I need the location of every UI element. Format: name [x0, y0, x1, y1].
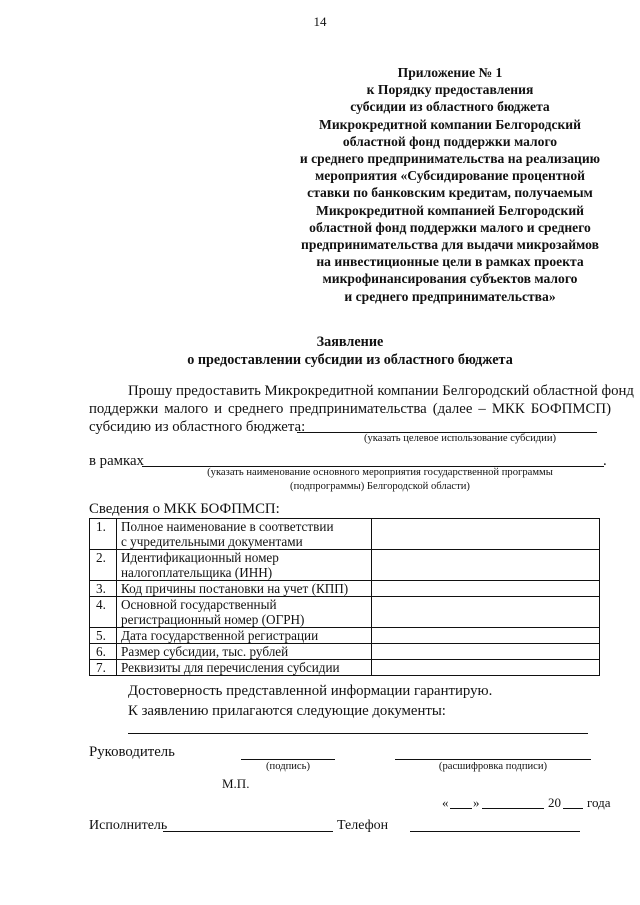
date-month-line[interactable]	[482, 808, 544, 809]
signature-line[interactable]	[241, 759, 335, 760]
appendix-line: к Порядку предоставления	[366, 82, 534, 98]
year-prefix: 20	[548, 795, 561, 810]
appendix-line: Микрокредитной компании Белгородский	[319, 116, 581, 132]
row-label: Код причины постановки на учет (КПП)	[117, 581, 372, 597]
guarantee-text: Достоверность представленной информации гарантирую.	[128, 683, 493, 699]
phone-fill-line[interactable]	[410, 831, 580, 832]
table-row	[90, 597, 600, 628]
attachments-text: К заявлению прилагаются следующие документы:	[128, 703, 446, 719]
appendix-line: мероприятия «Субсидирование процентной	[314, 168, 586, 184]
within-label: в рамках	[89, 453, 144, 469]
row-value-cell[interactable]	[372, 660, 600, 676]
request-line-1: Прошу предоставить Микрокредитной компании Белгородский областной фонд	[128, 383, 634, 399]
appendix-line: областной фонд поддержки малого	[342, 133, 558, 149]
appendix-line: субсидии из областного бюджета	[350, 99, 550, 115]
program-hint-2: (подпрограммы) Белгородской области)	[290, 481, 470, 492]
row-label: Реквизиты для перечисления субсидии	[117, 660, 372, 676]
signature-hint: (подпись)	[266, 761, 310, 772]
row-label: Основной государственный регистрационный номер (ОГРН)	[117, 597, 372, 628]
info-heading: Сведения о МКК БОФПМСП:	[89, 501, 280, 517]
appendix-line: микрофинансирования субъектов малого	[322, 271, 578, 287]
row-label: Размер субсидии, тыс. рублей	[117, 644, 372, 660]
year-suffix: года	[587, 795, 611, 810]
program-hint-1: (указать наименование основного мероприятия государственной программы	[207, 467, 553, 478]
attachments-fill-line[interactable]	[128, 733, 588, 734]
row-number: 6.	[90, 644, 117, 660]
appendix-line: на инвестиционные цели в рамках проекта	[316, 254, 584, 270]
executor-fill-line[interactable]	[163, 831, 333, 832]
appendix-line: предпринимательства для выдачи микрозаймов	[301, 237, 599, 253]
appendix-line: Приложение № 1	[397, 65, 503, 80]
row-label: Идентификационный номер налогоплательщика (ИНН)	[117, 550, 372, 581]
request-line-3: субсидию из областного бюджета:	[89, 419, 306, 435]
table-row	[90, 519, 600, 550]
row-value-cell[interactable]	[372, 628, 600, 644]
row-number: 1.	[90, 519, 117, 550]
date-close-quote: »	[473, 795, 480, 810]
appendix-line: ставки по банковским кредитам, получаемым	[307, 185, 593, 201]
date-year-line[interactable]	[563, 808, 583, 809]
appendix-line: и среднего предпринимательства на реализацию	[299, 151, 601, 167]
row-label: Дата государственной регистрации	[117, 628, 372, 644]
date-open-quote: «	[442, 795, 449, 810]
table-row	[90, 644, 600, 660]
title-line-2: о предоставлении субсидии из областного бюджета	[187, 351, 513, 368]
row-value-cell[interactable]	[372, 581, 600, 597]
stamp-label: М.П.	[222, 776, 250, 791]
row-value-cell[interactable]	[372, 597, 600, 628]
head-label: Руководитель	[89, 744, 175, 760]
signature-decode-line[interactable]	[395, 759, 591, 760]
row-number: 4.	[90, 597, 117, 628]
row-number: 7.	[90, 660, 117, 676]
table-row	[90, 581, 600, 597]
purpose-hint: (указать целевое использование субсидии)	[363, 433, 557, 444]
date-day-line[interactable]	[450, 808, 472, 809]
table-row	[90, 628, 600, 644]
row-value-cell[interactable]	[372, 550, 600, 581]
signature-decode-hint: (расшифровка подписи)	[438, 761, 548, 772]
row-number: 2.	[90, 550, 117, 581]
document-title	[0, 334, 640, 369]
executor-label: Исполнитель	[89, 818, 168, 833]
row-value-cell[interactable]	[372, 644, 600, 660]
info-table	[89, 518, 600, 676]
appendix-line: областной фонд поддержки малого и среднего	[309, 219, 591, 235]
phone-label: Телефон	[337, 818, 389, 833]
table-row	[90, 550, 600, 581]
table-row	[90, 660, 600, 676]
appendix-header	[270, 64, 630, 305]
title-line-1: Заявление	[316, 334, 384, 350]
row-number: 3.	[90, 581, 117, 597]
row-value-cell[interactable]	[372, 519, 600, 550]
appendix-line: Микрокредитной компанией Белгородский	[315, 202, 584, 218]
row-label: Полное наименование в соответствии с учредительными документами	[117, 519, 372, 550]
within-end: .	[603, 453, 607, 469]
appendix-line: и среднего предпринимательства»	[344, 288, 556, 304]
request-line-2: поддержки малого и среднего предпринимательства (далее – МКК БОФПМСП)	[89, 401, 611, 417]
page-number: 14	[313, 14, 327, 29]
row-number: 5.	[90, 628, 117, 644]
